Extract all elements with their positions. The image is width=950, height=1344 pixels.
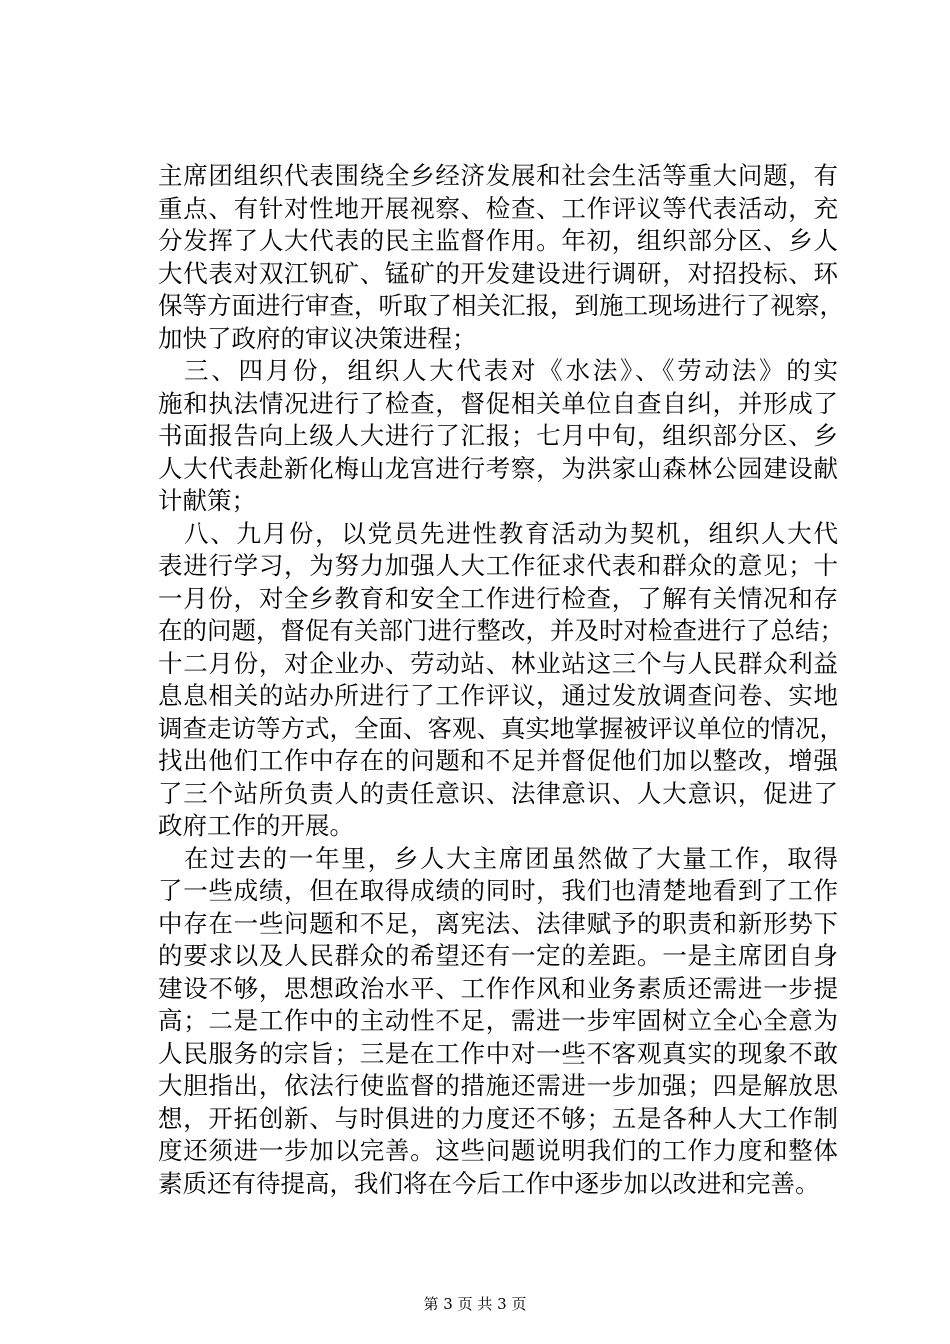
- text-line: 施和执法情况进行了检查，督促相关单位自查自纠，并形成了: [158, 388, 838, 418]
- text-line: 表进行学习，为努力加强人大工作征求代表和群众的意见；十: [158, 551, 838, 580]
- text-line: 主席团组织代表围绕全乡经济发展和社会生活等重大问题，有: [158, 161, 838, 190]
- paragraph: [158, 160, 844, 355]
- page-footer: [0, 1294, 950, 1314]
- text-line: 在的问题，督促有关部门进行整改，并及时对检查进行了总结；: [158, 616, 844, 645]
- text-line: 分发挥了人大代表的民主监督作用。年初，组织部分区、乡人: [158, 226, 838, 255]
- text-line: 素质还有待提高，我们将在今后工作中逐步加以改进和完善。: [158, 1168, 820, 1198]
- text-line: 加快了政府的审议决策进程；: [158, 323, 477, 353]
- page-number-label: 第 3 页 共 3 页: [423, 1295, 527, 1313]
- paragraph: [158, 518, 844, 843]
- text-line: 计献策；: [158, 486, 256, 515]
- text-line: 的要求以及人民群众的希望还有一定的差距。一是主席团自身: [158, 941, 838, 970]
- text-line: 建设不够，思想政治水平、工作作风和业务素质还需进一步提: [158, 973, 838, 1003]
- paragraph: [158, 355, 838, 518]
- text-line: 了一些成绩，但在取得成绩的同时，我们也清楚地看到了工作: [158, 876, 838, 905]
- text-line: 八、九月份，以党员先进性教育活动为契机，组织人大代: [184, 518, 838, 548]
- text-line: 度还须进一步加以完善。这些问题说明我们的工作力度和整体: [158, 1136, 838, 1165]
- text-line: 保等方面进行审查，听取了相关汇报，到施工现场进行了视察，: [158, 291, 844, 320]
- text-line: 息息相关的站办所进行了工作评议，通过发放调查问卷、实地: [158, 681, 838, 710]
- document-body: [158, 160, 844, 1200]
- text-line: 找出他们工作中存在的问题和不足并督促他们加以整改，增强: [158, 746, 838, 775]
- text-line: 想，开拓创新、与时俱进的力度还不够；五是各种人大工作制: [158, 1103, 838, 1133]
- text-line: 一月份，对全乡教育和安全工作进行检查，了解有关情况和存: [158, 583, 838, 613]
- text-line: 大胆指出，依法行使监督的措施还需进一步加强；四是解放思: [158, 1071, 838, 1100]
- paragraph: [158, 843, 838, 1201]
- text-line: 在过去的一年里，乡人大主席团虽然做了大量工作，取得: [184, 843, 838, 873]
- text-line: 政府工作的开展。: [158, 811, 354, 840]
- text-line: 人民服务的宗旨；三是在工作中对一些不客观真实的现象不敢: [158, 1038, 838, 1068]
- text-line: 人大代表赴新化梅山龙宫进行考察，为洪家山森林公园建设献: [158, 453, 838, 483]
- text-line: 了三个站所负责人的责任意识、法律意识、人大意识，促进了: [158, 778, 838, 808]
- text-line: 重点、有针对性地开展视察、检查、工作评议等代表活动，充: [158, 193, 838, 223]
- text-line: 高；二是工作中的主动性不足，需进一步牢固树立全心全意为: [158, 1006, 838, 1035]
- text-line: 中存在一些问题和不足，离宪法、法律赋予的职责和新形势下: [158, 908, 838, 938]
- text-line: 十二月份，对企业办、劳动站、林业站这三个与人民群众利益: [158, 648, 838, 678]
- text-line: 书面报告向上级人大进行了汇报；七月中旬，组织部分区、乡: [158, 421, 838, 450]
- text-line: 三、四月份，组织人大代表对《水法》、《劳动法》的实: [184, 356, 838, 385]
- text-line: 调查走访等方式，全面、客观、真实地掌握被评议单位的情况，: [158, 713, 844, 743]
- text-line: 大代表对双江钒矿、锰矿的开发建设进行调研，对招投标、环: [158, 258, 838, 288]
